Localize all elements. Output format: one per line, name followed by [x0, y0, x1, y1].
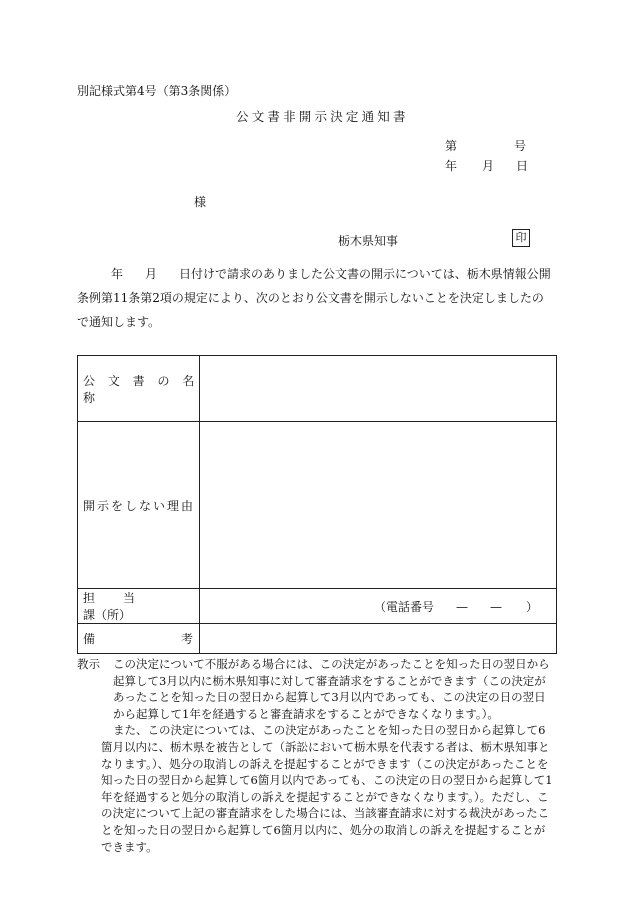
date-day: 日 — [516, 159, 529, 173]
body-text: 日付けで請求のありました公文書の開示については、栃木県情報公開条例第11条第2項の規定により、次のとおり公文書を開示しないことを決定しましたので通知します。 — [77, 267, 551, 329]
remarks-label: 備 考 — [78, 624, 200, 654]
document-name-label: 公 文 書 の 名 称 — [78, 356, 200, 422]
seal-mark: 印 — [512, 229, 530, 247]
number-prefix: 第 — [445, 139, 458, 153]
notice-paragraph-2: また、この決定については、この決定があったことを知った日の翌日から起算して6箇月以内に、栃木県を被告として（訴訟において栃木県を代表する者は、栃木県知事となります。）、処分の取消しの訴えを提起することができます（この決定があったことを知った日の翌日から起算して6箇月以内であっても、この決定の日の翌日から起算して1年を経過すると処分の取消しの訴えを提起することができなくなります。）。ただし、この決定について上記の審査請求をした場合には、当該審査請求に対する裁決があったことを知った日の翌日から起算して6箇月以内に、処分の取消しの訴えを提起することができます。 — [101, 723, 553, 854]
notice-heading: 教示 — [77, 657, 100, 671]
reason-field[interactable] — [200, 422, 557, 589]
section-field[interactable]: （電話番号 — — ） — [200, 589, 557, 624]
body-year: 年 — [111, 267, 124, 281]
reason-label: 開示をしない理由 — [78, 422, 200, 589]
section-label: 担 当課（所） — [78, 589, 200, 624]
document-title: 公文書非開示決定通知書 — [236, 109, 409, 124]
form-label: 別記様式第4号（第3条関係） — [77, 84, 237, 98]
remarks-field[interactable] — [200, 624, 557, 654]
notice-paragraph-1: この決定について不服がある場合には、この決定があったことを知った日の翌日から起算して3月以内に栃木県知事に対して審査請求をすることができます（この決定があったことを知った日の翌日から起算して3月以内であっても、この決定の日の翌日から起算して1年を経過すると審査請求をすることができなくなります。）。 — [113, 657, 550, 721]
date-year: 年 — [445, 159, 458, 173]
addressee-honorific: 様 — [194, 195, 207, 209]
table-row-section — [78, 589, 557, 624]
decision-table — [77, 355, 557, 654]
phone-label: （電話番号 — [373, 599, 434, 614]
table-row-reason — [78, 422, 557, 589]
date-month: 月 — [482, 159, 495, 173]
body-month: 月 — [145, 267, 158, 281]
issuer-name: 栃木県知事 — [338, 234, 399, 248]
document-name-field[interactable] — [200, 356, 557, 422]
table-row-document-name — [78, 356, 557, 422]
body-paragraph — [77, 262, 553, 334]
number-suffix: 号 — [514, 139, 527, 153]
table-row-remarks — [78, 624, 557, 654]
appeal-notice — [77, 656, 553, 855]
